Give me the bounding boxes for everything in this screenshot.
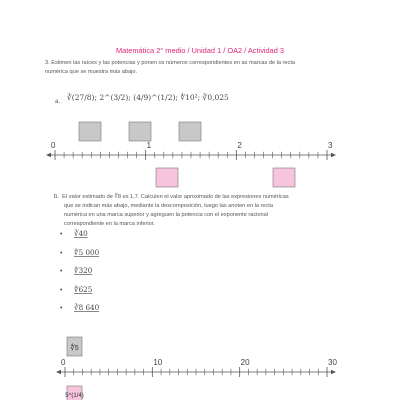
- answer-boxes-a: [79, 122, 295, 187]
- text-line: correspondiente en la marca inferior.: [64, 221, 155, 227]
- gray-answer-box[interactable]: [129, 122, 151, 141]
- gray-answer-box[interactable]: [179, 122, 201, 141]
- tick-label: 0: [51, 141, 56, 150]
- expression: ∛40: [74, 229, 88, 238]
- tick-label: 10: [153, 358, 163, 367]
- pink-answer-box[interactable]: [156, 168, 178, 187]
- text-line: 3. Estimen las raíces y las potencias y ponen os números correspondientes en as marcas de la recta: [45, 60, 295, 66]
- text-line: [54, 193, 354, 202]
- list-item: [60, 285, 99, 304]
- tick-label: 30: [328, 358, 337, 367]
- tick-label: 2: [237, 141, 242, 150]
- example-bottom-label: 5^(1/4): [65, 393, 84, 399]
- expression: ∜625: [74, 284, 93, 294]
- expression: ∜5 000: [74, 247, 100, 257]
- bullet: •: [60, 249, 63, 257]
- expression: ∜320: [74, 266, 93, 275]
- part-a-expressions: ∛(27/8); 2^(3/2); (4/9)^(1/2); ∜10²; ∛0,025: [67, 93, 229, 102]
- arrow-left-icon: [56, 370, 61, 374]
- text-line: numérica en una marca superior y agreguen la potencia con el exponente racional: [64, 212, 268, 218]
- tick-label: 20: [240, 358, 250, 367]
- example-boxes-b: [65, 337, 84, 400]
- expressions-list: [60, 229, 99, 322]
- page-title: Matemática 2° medio / Unidad 1 / OA2 / Actividad 3: [115, 46, 285, 55]
- part-b-text: [54, 193, 354, 229]
- bullet: •: [60, 305, 63, 312]
- text-line: que se indican más abajo, mediante la descomposición, luego las anoten en la recta: [64, 203, 273, 209]
- bullet: •: [60, 286, 63, 294]
- number-line-a: [46, 141, 336, 160]
- part-b-line: El valor estimado de ∜8 es 1,7. Calculen el valor aproximado de las expresiones numéricas: [62, 194, 289, 200]
- list-item: [60, 229, 99, 248]
- text-line: numérica que se muestra más abajo.: [45, 69, 138, 75]
- tick-label: 0: [61, 358, 66, 367]
- number-line-b: [56, 358, 337, 377]
- bullet: •: [60, 231, 63, 238]
- arrow-left-icon: [46, 153, 51, 157]
- part-b-letter: b.: [54, 194, 60, 200]
- list-item: [60, 248, 99, 267]
- list-item: [60, 303, 99, 322]
- arrow-right-icon: [331, 370, 336, 374]
- part-a-letter: a.: [55, 99, 61, 105]
- list-item: [60, 266, 99, 285]
- pink-answer-box[interactable]: [273, 168, 295, 187]
- expression: ∛8 640: [74, 303, 100, 312]
- bullet: •: [60, 268, 63, 275]
- tick-label: 1: [146, 141, 152, 150]
- arrow-right-icon: [331, 153, 336, 157]
- tick-label: 3: [328, 141, 333, 150]
- gray-answer-box[interactable]: [79, 122, 101, 141]
- example-top-label: ∜5: [70, 345, 79, 352]
